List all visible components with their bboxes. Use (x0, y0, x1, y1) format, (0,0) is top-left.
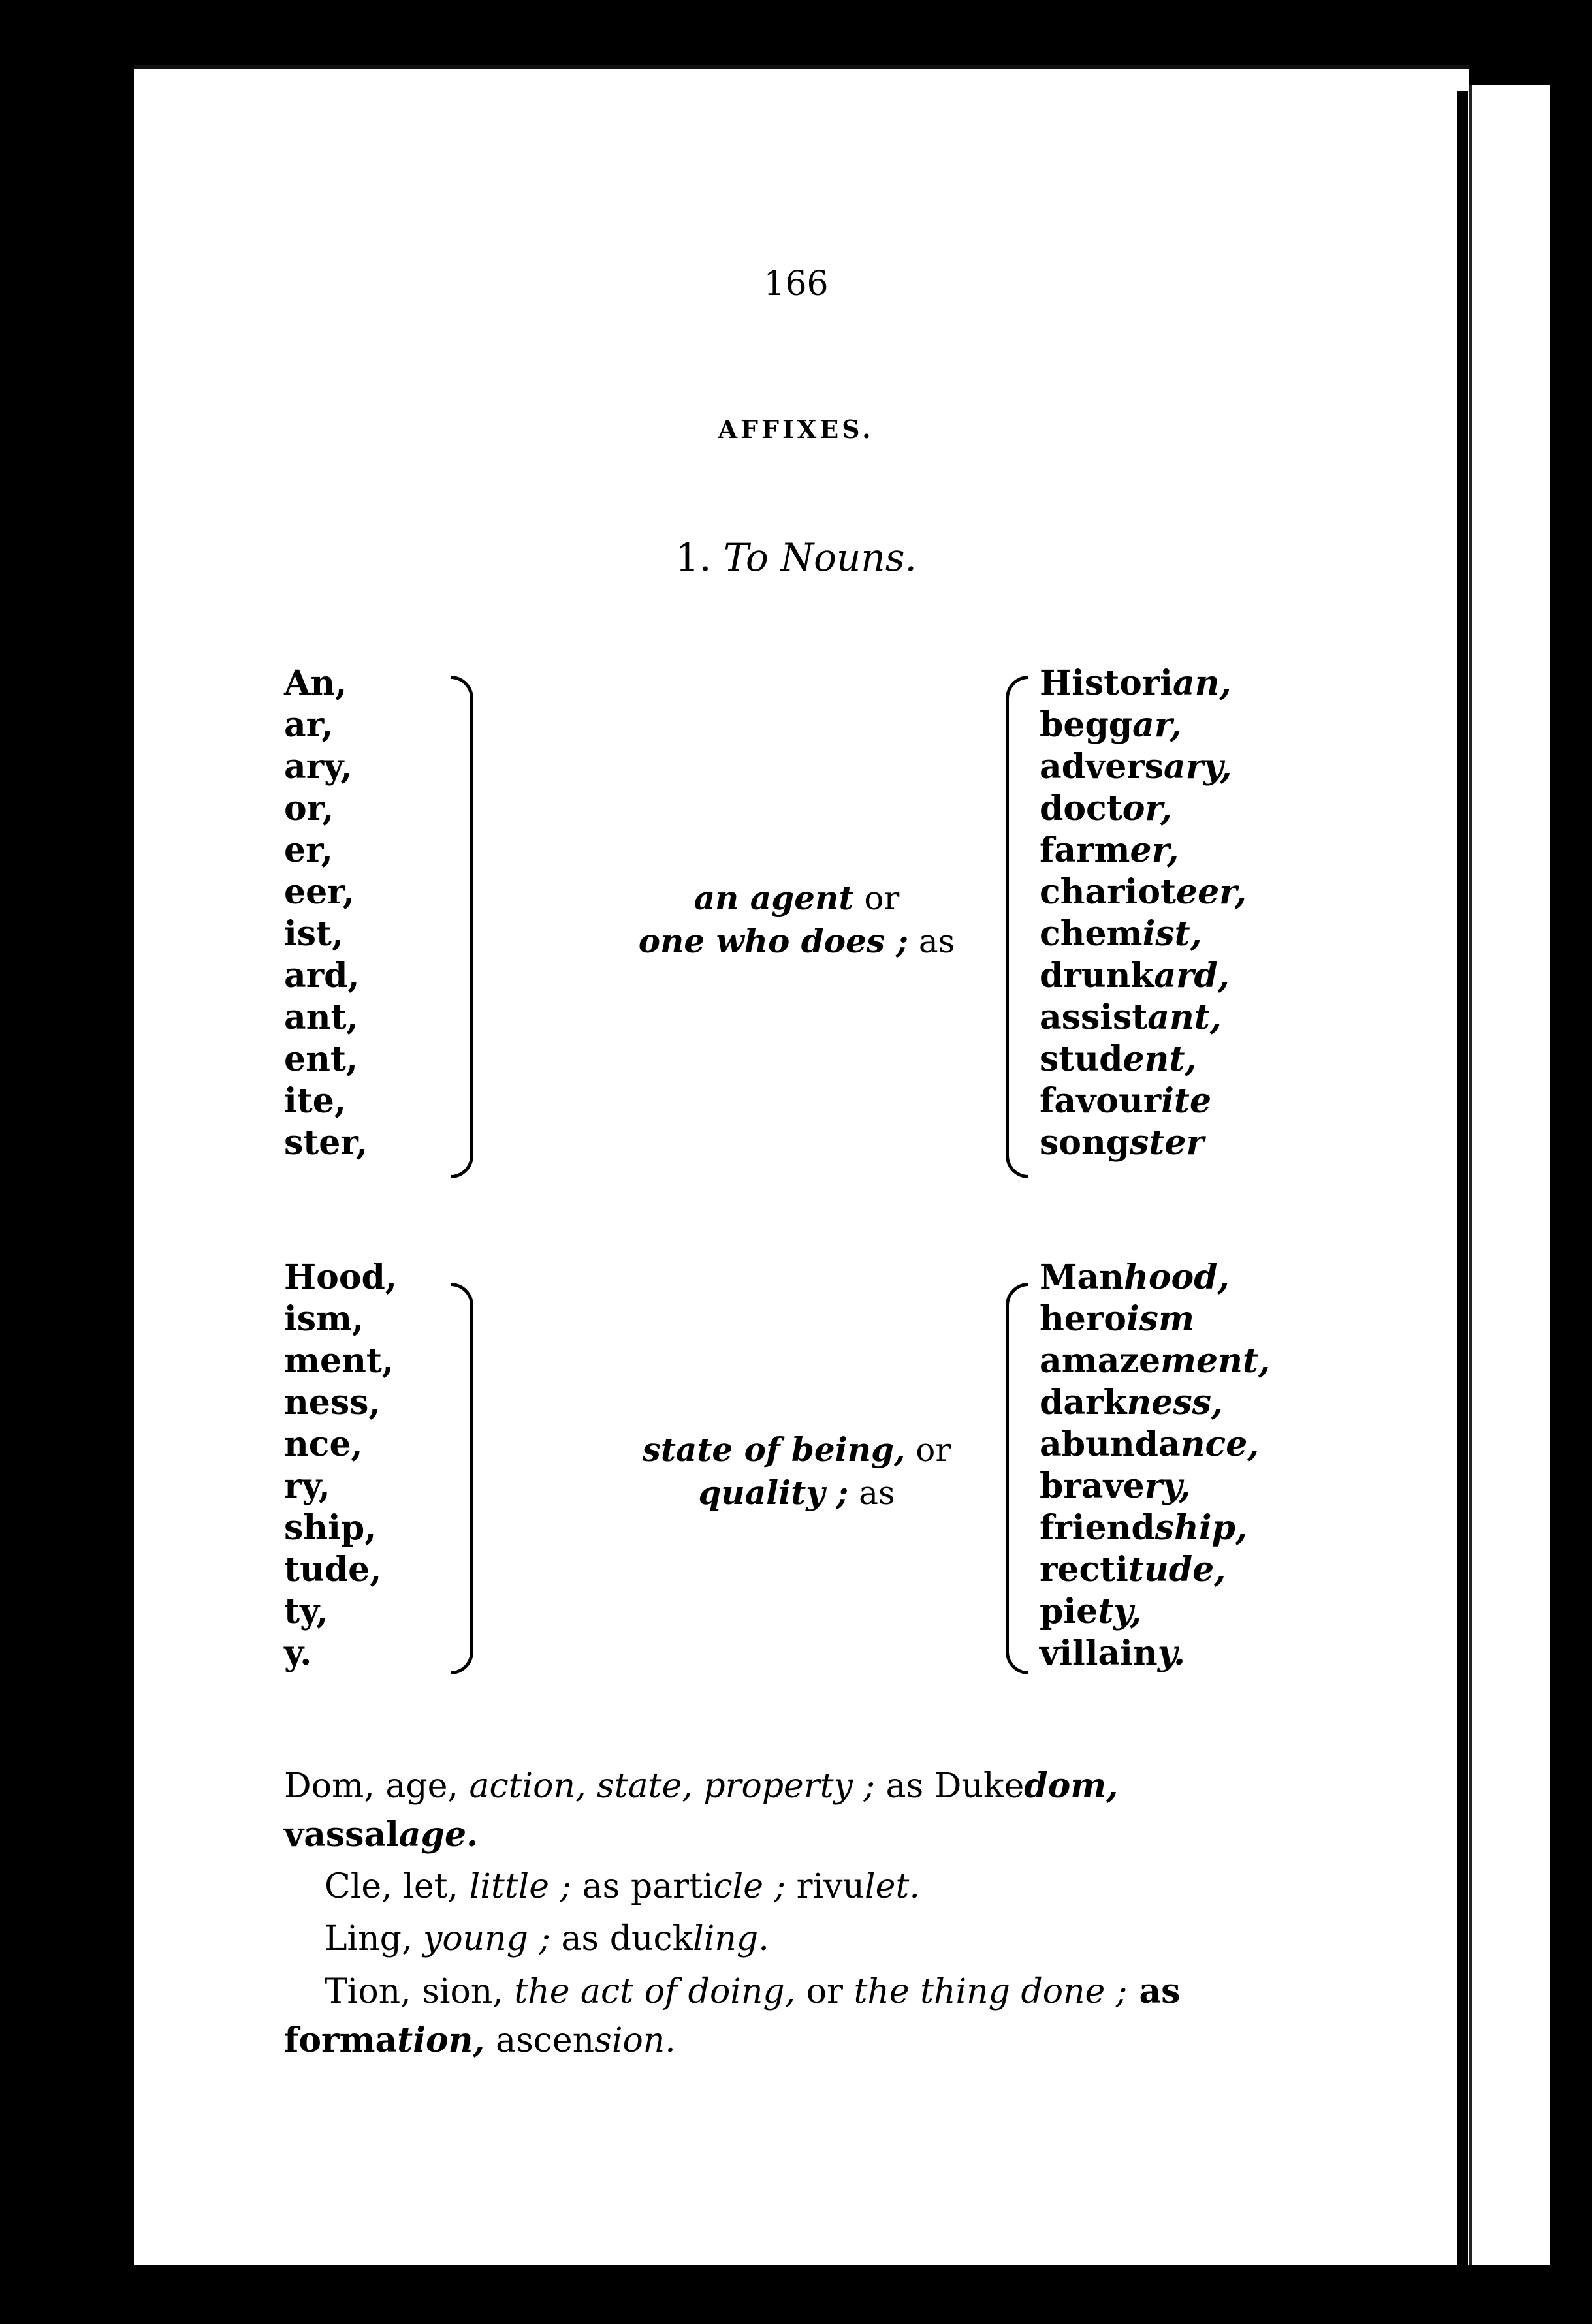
example-word (1040, 788, 1247, 830)
affix-item: ty, (284, 1592, 328, 1631)
p2-text-c: as parti (571, 1867, 714, 1906)
example-suffix: ship, (1154, 1508, 1248, 1548)
example-word (1040, 1382, 1270, 1424)
example-suffix: an, (1173, 663, 1232, 703)
example-suffix: ry, (1144, 1466, 1191, 1506)
affix-item: ship, (284, 1508, 377, 1548)
group2-meaning-line1-tail: or (915, 1431, 951, 1469)
p4-text-d: the thing done ; (853, 1972, 1128, 2011)
group2-left-brace (451, 1283, 473, 1674)
affix-item: ist, (284, 914, 344, 954)
group1-meaning-line1-tail: or (864, 879, 900, 917)
example-word (1040, 1466, 1270, 1507)
example-suffix: hood, (1124, 1257, 1230, 1297)
example-stem: stud (1040, 1039, 1123, 1079)
page-number: 166 (763, 264, 829, 304)
example-suffix: eer, (1176, 872, 1247, 912)
p4-text-a: Tion, sion, (325, 1972, 515, 2011)
group2-affix-list (284, 1257, 397, 1674)
group2-example-list (1040, 1257, 1270, 1674)
p3-text-b: young ; (423, 1919, 550, 1958)
p2-text-a: Cle, let, (325, 1867, 470, 1906)
example-stem: chariot (1040, 872, 1177, 912)
affix-item: y. (284, 1633, 312, 1673)
affix-item: ism, (284, 1299, 364, 1339)
p1-text-a: Dom, age, (284, 1767, 470, 1806)
p4-text-e: as (1127, 1971, 1181, 2011)
example-word (1040, 704, 1247, 746)
paragraph-ling (325, 1919, 769, 1958)
p5-text-d: sion. (594, 2021, 676, 2060)
affix-item: An, (284, 663, 347, 703)
p5-text-a: forma (284, 2020, 398, 2060)
example-suffix: tude, (1128, 1550, 1226, 1590)
example-stem: favour (1040, 1081, 1162, 1121)
example-word (1040, 746, 1247, 788)
affix-item: eer, (284, 872, 355, 912)
example-stem: chem (1040, 914, 1143, 954)
group1-left-brace (451, 676, 473, 1178)
section-heading: AFFIXES. (718, 415, 874, 444)
affix-item: Hood, (284, 1257, 397, 1297)
example-stem: pie (1040, 1592, 1098, 1631)
paragraph-cle (325, 1867, 920, 1906)
paragraph-dom-cont (284, 1815, 478, 1855)
paragraph-tion (325, 1971, 1180, 2011)
example-stem: amaze (1040, 1341, 1161, 1381)
affix-item: or, (284, 789, 334, 828)
example-word (1040, 1080, 1247, 1122)
example-suffix: ty, (1098, 1592, 1142, 1631)
example-word (1040, 1549, 1270, 1591)
subsection-title: To Nouns. (723, 535, 917, 580)
example-suffix: ant, (1147, 997, 1222, 1037)
affix-item: ry, (284, 1466, 330, 1506)
group1-meaning-line1: an agent (693, 879, 854, 917)
p3-text-c: as duck (550, 1919, 693, 1958)
group2-meaning-line1: state of being, (642, 1430, 906, 1469)
example-suffix: ent, (1122, 1039, 1197, 1079)
example-stem: Histori (1040, 663, 1173, 703)
p2-text-e: rivu (786, 1867, 865, 1906)
affix-item: ard, (284, 956, 360, 996)
example-stem: abunda (1040, 1424, 1181, 1464)
example-suffix: ar, (1132, 705, 1182, 745)
group1-example-list (1040, 663, 1247, 1164)
group2-meaning (568, 1428, 1025, 1515)
example-suffix: ment, (1160, 1341, 1271, 1381)
subsection-heading (0, 535, 1592, 580)
example-stem: doct (1040, 789, 1122, 828)
subsection-number: 1. (675, 535, 712, 580)
example-stem: assist (1040, 997, 1148, 1037)
p1-text-f: age. (398, 1815, 479, 1855)
example-suffix: nce, (1180, 1424, 1260, 1464)
affix-item: ent, (284, 1039, 358, 1079)
p5-text-c: ascen (485, 2021, 595, 2060)
example-word (1040, 997, 1247, 1039)
example-word (1040, 913, 1247, 955)
example-word (1040, 1298, 1270, 1340)
example-suffix: y. (1157, 1633, 1186, 1673)
group2-meaning-line2: quality ; (698, 1473, 849, 1512)
example-stem: brave (1040, 1466, 1145, 1506)
p5-text-b: tion, (397, 2020, 485, 2060)
example-word (1040, 955, 1247, 997)
example-word (1040, 1424, 1270, 1466)
p3-text-d: ling. (693, 1919, 769, 1958)
example-suffix: ster (1130, 1123, 1204, 1163)
example-stem: begg (1040, 705, 1133, 745)
example-stem: song (1040, 1123, 1130, 1163)
example-stem: friend (1040, 1508, 1155, 1548)
example-stem: Man (1040, 1257, 1124, 1297)
p2-text-d: cle ; (713, 1867, 786, 1906)
facing-page-edge (1469, 85, 1550, 2265)
paragraph-dom (284, 1766, 1250, 1806)
example-word (1040, 1039, 1247, 1080)
affix-item: er, (284, 830, 333, 870)
example-stem: farm (1040, 830, 1130, 870)
example-stem: villain (1040, 1633, 1158, 1673)
example-suffix: ard, (1154, 956, 1230, 996)
group1-affix-list (284, 663, 368, 1164)
example-word (1040, 1340, 1270, 1382)
affix-item: ant, (284, 997, 358, 1037)
group1-meaning-line2-tail: as (918, 922, 955, 960)
p2-text-f: let. (865, 1867, 920, 1906)
example-stem: hero (1040, 1299, 1126, 1339)
example-stem: recti (1040, 1550, 1128, 1590)
paragraph-tion-cont (284, 2020, 676, 2060)
group2-right-brace (1006, 1283, 1028, 1674)
affix-item: ness, (284, 1383, 381, 1422)
example-suffix: ness, (1126, 1383, 1224, 1422)
affix-item: tude, (284, 1550, 382, 1590)
example-word (1040, 663, 1247, 704)
p3-text-a: Ling, (325, 1919, 423, 1958)
example-suffix: ism (1126, 1299, 1195, 1339)
example-stem: drunk (1040, 956, 1154, 996)
p1-text-b: action, state, property ; (469, 1767, 876, 1806)
example-suffix: ary, (1164, 747, 1232, 787)
example-word (1040, 1122, 1247, 1164)
example-stem: advers (1040, 747, 1164, 787)
group1-right-brace (1006, 676, 1028, 1178)
example-suffix: ite (1161, 1081, 1212, 1121)
example-word (1040, 1507, 1270, 1549)
affix-item: nce, (284, 1424, 363, 1464)
example-suffix: ist, (1142, 914, 1202, 954)
group1-meaning-line2: one who does ; (638, 922, 908, 960)
example-suffix: or, (1122, 789, 1173, 828)
page-top-edge (134, 65, 1469, 95)
example-word (1040, 872, 1247, 913)
p4-text-c: or (795, 1972, 854, 2011)
group1-meaning (568, 877, 1025, 963)
example-suffix: er, (1130, 830, 1179, 870)
p1-text-d: dom, (1024, 1766, 1119, 1806)
affix-item: ster, (284, 1123, 368, 1163)
example-word (1040, 830, 1247, 872)
affix-item: ment, (284, 1341, 394, 1381)
affix-item: ite, (284, 1081, 346, 1121)
example-stem: dark (1040, 1383, 1127, 1422)
p1-text-c: as Duke (875, 1767, 1025, 1806)
example-word (1040, 1257, 1270, 1298)
p2-text-b: little ; (469, 1867, 572, 1906)
p1-text-e: vassal (284, 1815, 399, 1855)
p4-text-b: the act of doing, (514, 1972, 796, 2011)
affix-item: ar, (284, 705, 334, 745)
example-word (1040, 1633, 1270, 1674)
example-word (1040, 1591, 1270, 1633)
affix-item: ary, (284, 747, 353, 787)
group2-meaning-line2-tail: as (859, 1474, 895, 1512)
